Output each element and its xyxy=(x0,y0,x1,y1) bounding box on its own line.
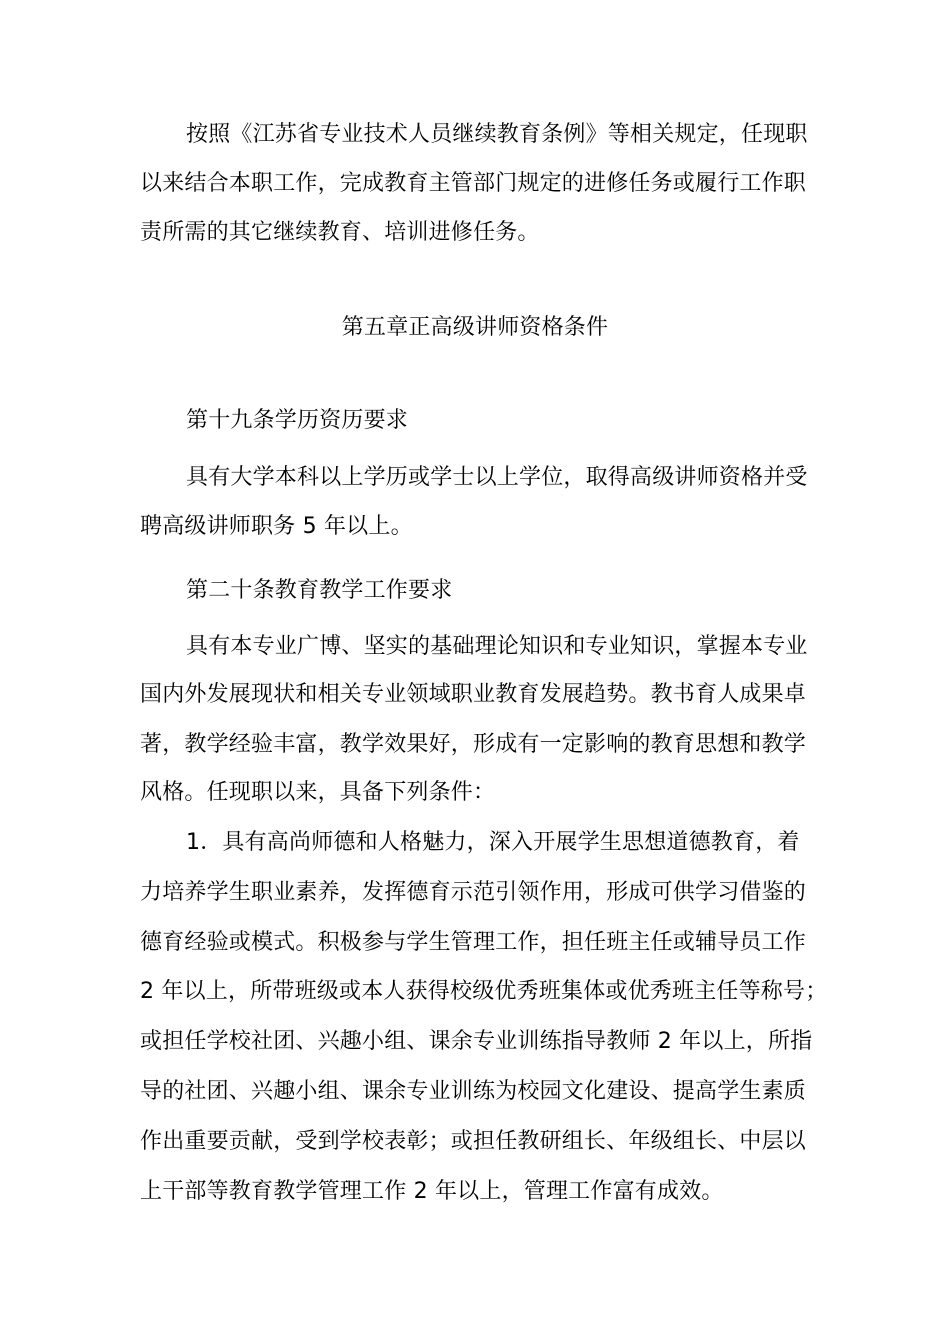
article-20-heading: 第二十条教育教学工作要求 xyxy=(186,578,453,603)
item-1-line-1: 1．具有高尚师德和人格魅力，深入开展学生思想道德教育，着 xyxy=(186,830,800,855)
item-1-line-4: 2 年以上，所带班级或本人获得校级优秀班集体或优秀班主任等称号； xyxy=(140,979,828,1004)
article-20-line-3: 著，教学经验丰富，教学效果好，形成有一定影响的教育思想和教学 xyxy=(140,732,807,757)
paragraph-1-line-3: 责所需的其它继续教育、培训进修任务。 xyxy=(140,220,540,245)
chapter-heading: 第五章正高级讲师资格条件 xyxy=(341,315,609,340)
article-20-line-1: 具有本专业广博、坚实的基础理论知识和专业知识，掌握本专业 xyxy=(186,634,808,659)
article-20-line-2: 国内外发展现状和相关专业领域职业教育发展趋势。教书育人成果卓 xyxy=(140,682,807,707)
item-1-line-7: 作出重要贡献，受到学校表彰；或担任教研组长、年级组长、中层以 xyxy=(140,1129,807,1154)
paragraph-1-line-2: 以来结合本职工作，完成教育主管部门规定的进修任务或履行工作职 xyxy=(140,171,807,196)
article-19-line-2: 聘高级讲师职务 5 年以上。 xyxy=(140,514,413,539)
article-20-line-4: 风格。任现职以来，具备下列条件： xyxy=(140,780,496,805)
item-1-line-8: 上干部等教育教学管理工作 2 年以上，管理工作富有成效。 xyxy=(140,1179,724,1204)
item-1-line-2: 力培养学生职业素养，发挥德育示范引领作用，形成可供学习借鉴的 xyxy=(140,880,807,905)
item-1-line-3: 德育经验或模式。积极参与学生管理工作，担任班主任或辅导员工作 xyxy=(140,930,807,955)
item-1-line-6: 导的社团、兴趣小组、课余专业训练为校园文化建设、提高学生素质 xyxy=(140,1079,807,1104)
article-19-heading: 第十九条学历资历要求 xyxy=(186,408,409,433)
paragraph-1-line-1: 按照《江苏省专业技术人员继续教育条例》等相关规定，任现职 xyxy=(186,122,808,147)
article-19-line-1: 具有大学本科以上学历或学士以上学位，取得高级讲师资格并受 xyxy=(186,465,808,490)
item-1-line-5: 或担任学校社团、兴趣小组、课余专业训练指导教师 2 年以上，所指 xyxy=(140,1029,813,1054)
